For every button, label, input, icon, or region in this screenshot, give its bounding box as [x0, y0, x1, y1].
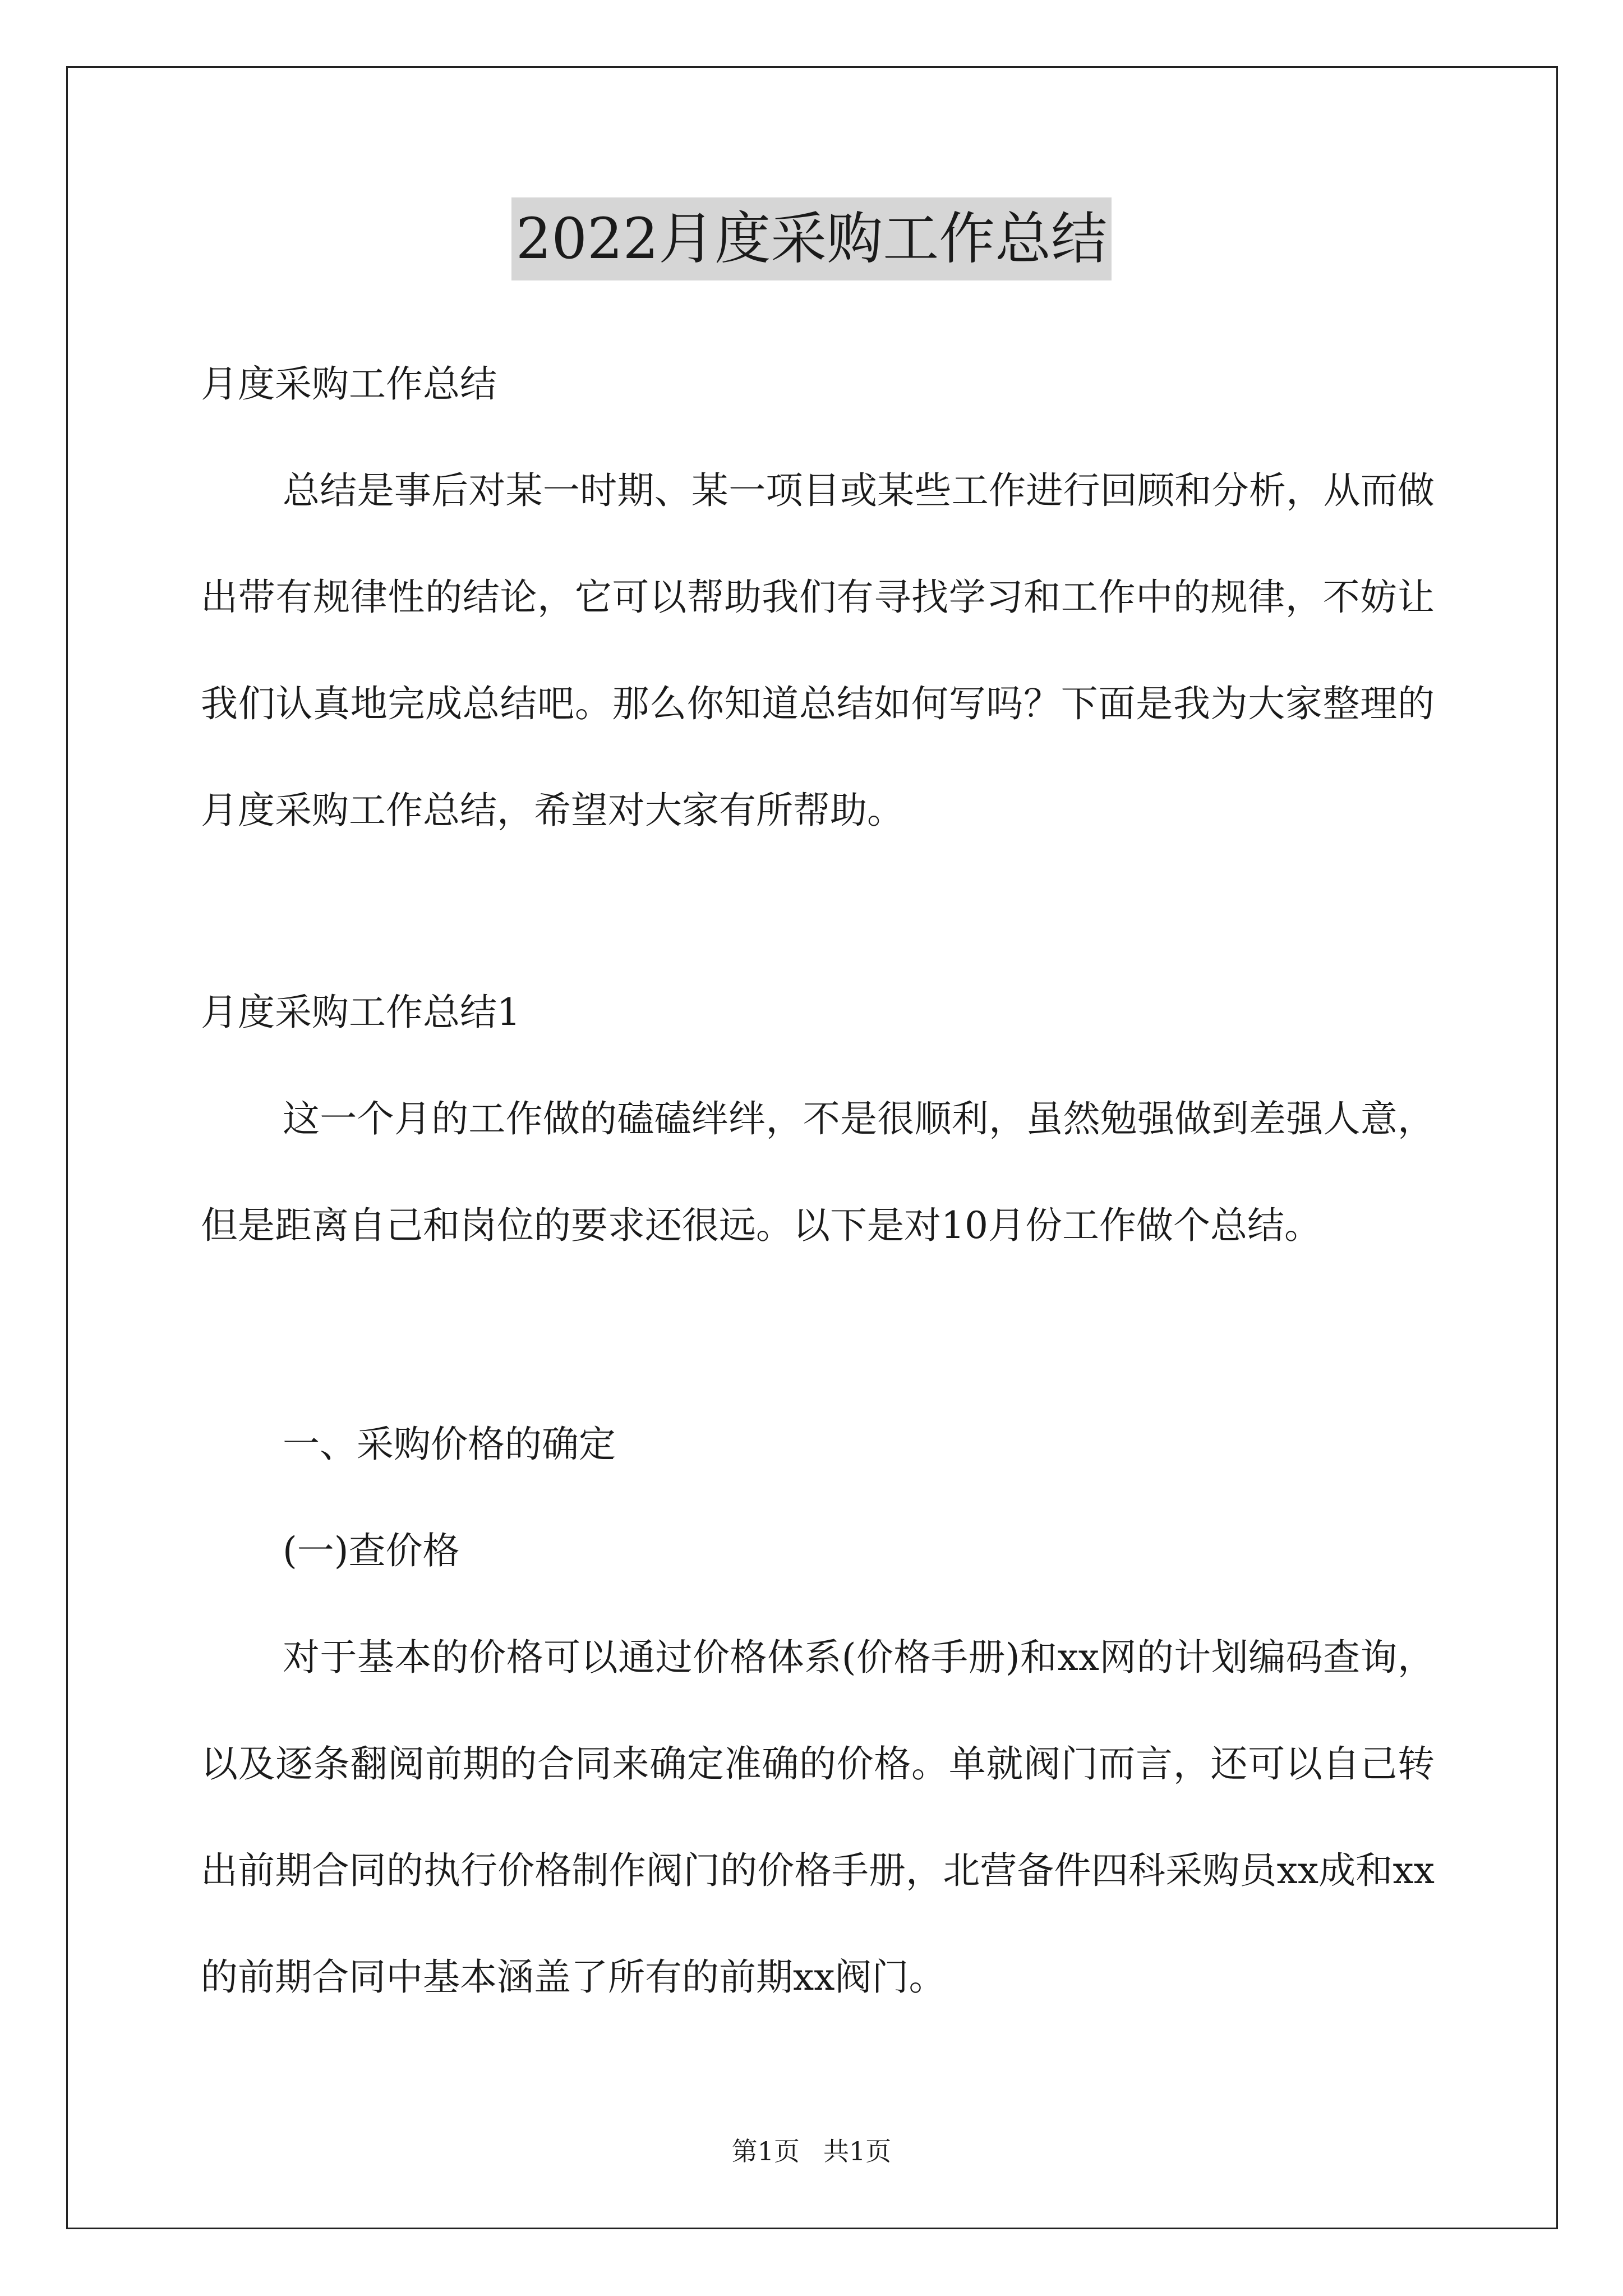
subsection-heading-check-price: (一)查价格 — [283, 1529, 460, 1572]
page-footer — [0, 2134, 1623, 2168]
page-number: 第1页 — [731, 2136, 800, 2166]
page-count: 共1页 — [823, 2136, 892, 2166]
heading-summary-1: 月度采购工作总结1 — [201, 991, 520, 1034]
body-paragraph-2: 对于基本的价格可以通过价格体系(价格手册)和xx网的计划编码查询，以及逐条翻阅前期的合同来确定准确的价格。单就阀门而言，还可以自己转出前期合同的执行价格制作阀门的价格手册，北营备件四科采购员xx成和xx的前期合同中基本涵盖了所有的前期xx阀门。 — [201, 1636, 1435, 1999]
title-container — [0, 197, 1623, 280]
section-heading-price: 一、采购价格的确定 — [283, 1423, 616, 1466]
intro-paragraph: 总结是事后对某一时期、某一项目或某些工作进行回顾和分析，从而做出带有规律性的结论，它可以帮助我们有寻找学习和工作中的规律，不妨让我们认真地完成总结吧。那么你知道总结如何写吗？下面是我为大家整理的月度采购工作总结，希望对大家有所帮助。 — [201, 469, 1435, 832]
body-paragraph-1: 这一个月的工作做的磕磕绊绊，不是很顺利，虽然勉强做到差强人意，但是距离自己和岗位的要求还很远。以下是对10月份工作做个总结。 — [201, 1097, 1435, 1247]
document-title: 2022月度采购工作总结 — [511, 197, 1112, 280]
heading-monthly-summary: 月度采购工作总结 — [201, 362, 497, 406]
